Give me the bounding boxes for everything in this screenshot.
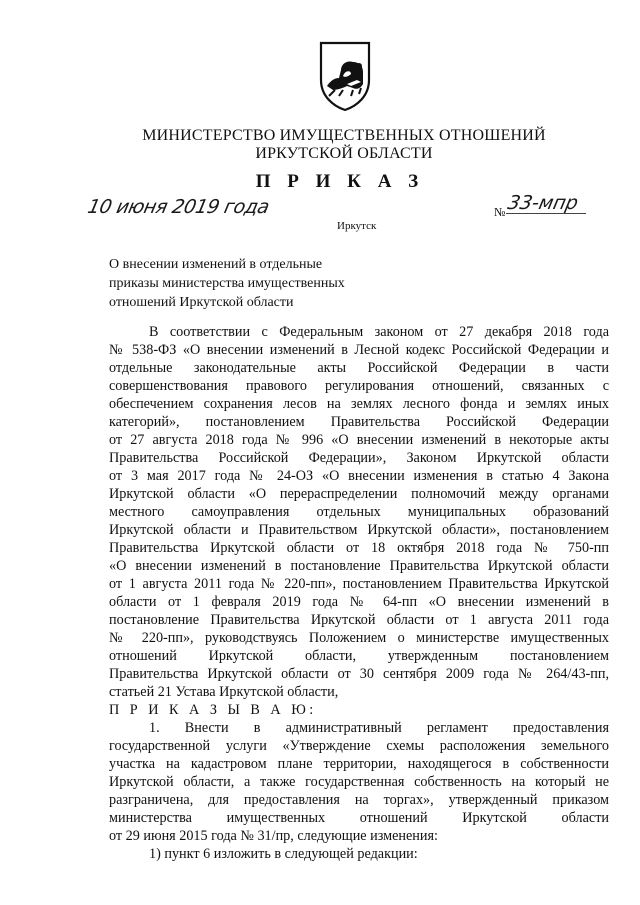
body-line: «О внесении изменений в постановление Правительства Иркутской области xyxy=(109,558,609,574)
ministry-name-line2: ИРКУТСКОЙ ОБЛАСТИ xyxy=(255,145,433,162)
body-line: Правительства Российской Федерации», Законом Иркутской области xyxy=(109,450,609,466)
body-line: постановление Правительства Иркутской области от 1 августа 2011 года xyxy=(109,612,609,628)
body-line: статьей 21 Устава Иркутской области, xyxy=(109,684,339,700)
body-line: от 27 августа 2018 года № 996 «О внесении изменений в некоторые акты xyxy=(109,432,609,448)
city-name: Иркутск xyxy=(337,220,377,232)
handwritten-date: 10 июня 2019 года xyxy=(85,196,272,218)
body-line: Иркутской области и Правительством Иркутской области», постановлением xyxy=(109,522,609,538)
body-line: Правительства Иркутской области от 18 октября 2018 года № 750-пп xyxy=(109,540,609,556)
body-line: разграничена, для предоставления на торгах», утвержденный приказом xyxy=(109,792,609,808)
handwritten-order-number: 33-мпр xyxy=(505,192,581,214)
body-line: государственной услуги «Утверждение схемы расположения земельного xyxy=(109,738,609,754)
subject-line: О внесении изменений в отдельные xyxy=(109,257,323,272)
body-line: области от 1 февраля 2019 года № 64-пп «О внесении изменений в xyxy=(109,594,609,610)
body-line: отдельные законодательные акты Российской Федерации в части xyxy=(109,360,609,376)
number-sign: № xyxy=(494,205,506,219)
body-line: Иркутской области «О перераспределении полномочий между органами xyxy=(109,486,609,502)
order-body xyxy=(109,323,609,863)
order-subject xyxy=(109,255,364,312)
body-line: 1. Внести в административный регламент предоставления xyxy=(149,720,609,736)
order-directive-word: П Р И К А З Ы В А Ю: xyxy=(109,702,317,718)
body-line: отношений Иркутской области, утвержденным постановлением xyxy=(109,648,609,664)
body-line: местного самоуправления отдельных муниципальных образований xyxy=(109,504,609,520)
body-line: 1) пункт 6 изложить в следующей редакции: xyxy=(149,846,418,862)
body-line: № 220-пп», руководствуясь Положением о министерстве имущественных xyxy=(109,630,609,646)
subject-line: отношений Иркутской области xyxy=(109,295,294,310)
body-line: участка на кадастровом плане территории, находящегося в собственности xyxy=(109,756,609,772)
body-line: обеспечением сохранения лесов на землях лесного фонда и землях иных xyxy=(109,396,609,412)
body-line: совершенствования правового регулирования отношений, связанных с xyxy=(109,378,609,394)
body-line: В соответствии с Федеральным законом от 27 декабря 2018 года xyxy=(149,324,609,340)
body-line: от 1 августа 2011 года № 220-пп», постановлением Правительства Иркутской xyxy=(109,576,609,592)
subject-line: приказы министерства имущественных xyxy=(109,276,345,291)
body-line: № 538-ФЗ «О внесении изменений в Лесной кодекс Российской Федерации и xyxy=(109,342,609,358)
ministry-name-line1: МИНИСТЕРСТВО ИМУЩЕСТВЕННЫХ ОТНОШЕНИЙ xyxy=(142,127,546,144)
body-line: Иркутской области, а также государственная собственность на который не xyxy=(109,774,609,790)
document-type-title: П Р И К А З xyxy=(255,171,425,192)
body-line: от 29 июня 2015 года № 31/пр, следующие изменения: xyxy=(109,828,438,844)
body-line: министерства имущественных отношений Иркутской области xyxy=(109,810,609,826)
number-underline xyxy=(506,213,586,214)
body-line: от 3 мая 2017 года № 24-ОЗ «О внесении изменения в статью 4 Закона xyxy=(109,468,609,484)
body-line: Правительства Иркутской области от 30 сентября 2009 года № 264/43-пп, xyxy=(109,666,609,682)
body-line: категорий», постановлением Правительства Российской Федерации xyxy=(109,414,609,430)
coat-of-arms-icon xyxy=(317,40,373,112)
